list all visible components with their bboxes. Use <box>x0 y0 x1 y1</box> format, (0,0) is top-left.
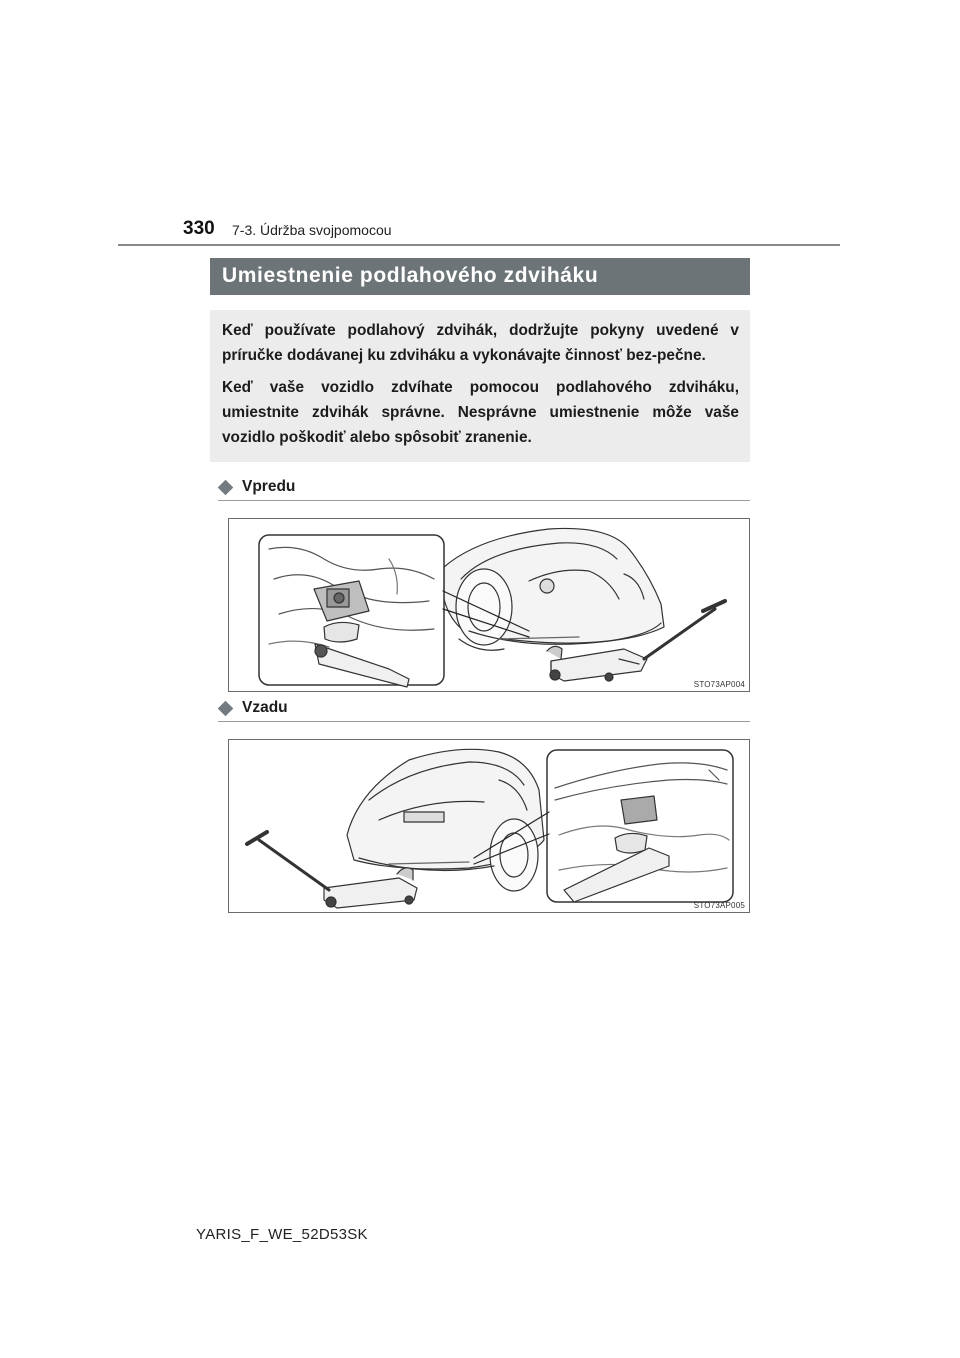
diamond-bullet-icon <box>218 480 234 496</box>
document-code-footer: YARIS_F_WE_52D53SK <box>196 1226 368 1243</box>
rear-jack-illustration <box>229 740 749 912</box>
intro-box <box>210 310 750 462</box>
subheading-rear <box>218 698 750 720</box>
subheading-front <box>218 477 750 499</box>
page-number: 330 <box>183 218 215 239</box>
page-title-bar <box>210 258 750 295</box>
intro-paragraph-1: Keď používate podlahový zdvihák, dodržujte pokyny uvedené v príručke dodávanej ku zdviháku a vykonávajte činnosť bez-pečne. <box>222 322 739 364</box>
header-divider <box>118 244 840 246</box>
subheading-front-rule <box>218 500 750 501</box>
subheading-rear-rule <box>218 721 750 722</box>
figure-front-code: STO73AP004 <box>693 680 745 689</box>
section-reference: 7-3. Údržba svojpomocou <box>232 222 392 238</box>
figure-rear-jack-position <box>228 739 750 913</box>
subheading-front-label: Vpredu <box>242 478 296 495</box>
subheading-rear-label: Vzadu <box>242 699 288 716</box>
figure-rear-code: STO73AP005 <box>693 901 745 910</box>
front-jack-illustration <box>229 519 749 691</box>
figure-front-jack-position <box>228 518 750 692</box>
page-title: Umiestnenie podlahového zdviháku <box>222 264 599 287</box>
diamond-bullet-icon <box>218 701 234 717</box>
intro-paragraph-2: Keď vaše vozidlo zdvíhate pomocou podlahového zdviháku, umiestnite zdvihák správne. Nesprávne umiestnenie môže vaše vozidlo poškodiť alebo spôsobiť zranenie. <box>222 379 739 446</box>
